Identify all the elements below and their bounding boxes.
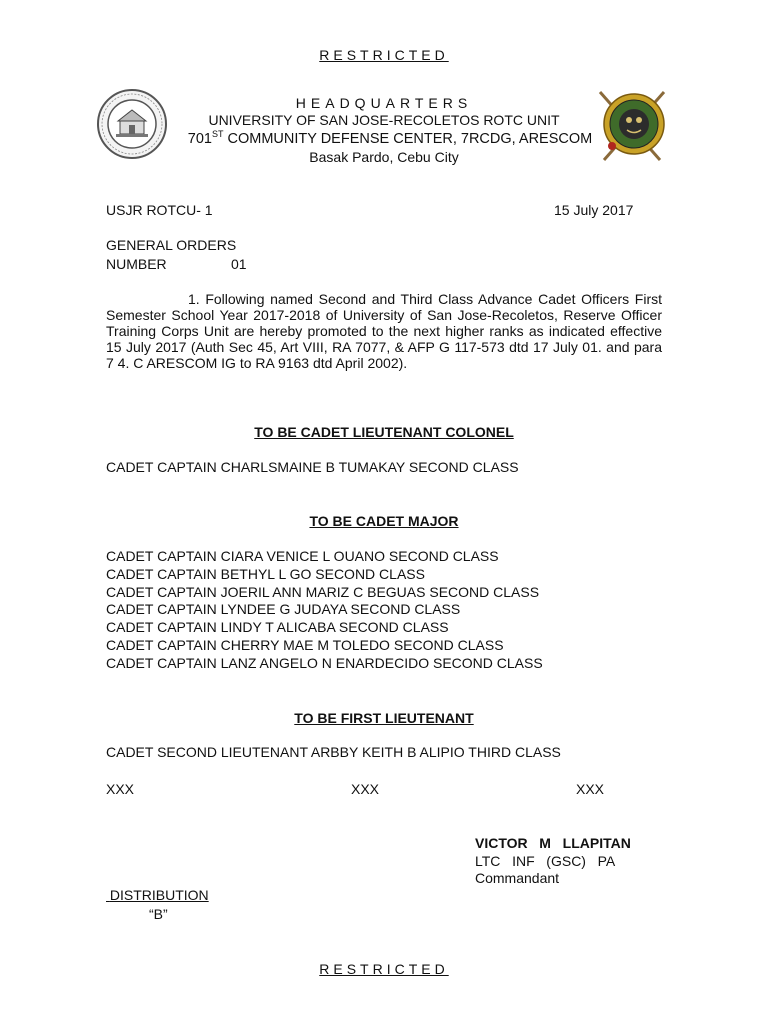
distribution-value: “B”	[149, 906, 168, 922]
headquarters-title: HEADQUARTERS	[295, 95, 473, 111]
list-item: CADET CAPTAIN CHERRY MAE M TOLEDO SECOND CLASS	[106, 637, 504, 653]
list-item: CADET CAPTAIN BETHYL L GO SECOND CLASS	[106, 566, 425, 582]
list-item: CADET CAPTAIN CHARLSMAINE B TUMAKAY SECOND CLASS	[106, 459, 519, 475]
signatory-rank: LTC INF (GSC) PA	[475, 853, 616, 869]
separator-mark: XXX	[351, 781, 380, 797]
unit-name: UNIVERSITY OF SAN JOSE-RECOLETOS ROTC UNIT	[208, 112, 560, 128]
reference-date: 15 July 2017	[554, 202, 634, 218]
signatory-title: Commandant	[475, 870, 560, 886]
defense-center-line: 701ST COMMUNITY DEFENSE CENTER, 7RCDG, ARESCOM	[187, 129, 593, 147]
heading-first-lieutenant: TO BE FIRST LIEUTENANT	[294, 710, 474, 726]
reference-code: USJR ROTCU- 1	[106, 202, 213, 218]
order-paragraph: 1. Following named Second and Third Class Advance Cadet Officers First Semester School Year 2017-2018 of University of San Jose-Recoletos, Reserve Officer Training Corps Unit are hereby promoted to the next higher ranks as indicated effective 15 July 2017 (Auth Sec 45, Art VIII, RA 7077, & AFP G 117-573 dtd 17 July 01. and para 7 4. C ARESCOM IG to RA 9163 dtd April 2002).	[106, 291, 662, 371]
number-value: 01	[231, 256, 247, 272]
separator-mark: XXX	[576, 781, 605, 797]
list-item: CADET SECOND LIEUTENANT ARBBY KEITH B ALIPIO THIRD CLASS	[106, 744, 561, 760]
restricted-header: RESTRICTED	[319, 47, 449, 63]
separator-mark: XXX	[106, 781, 135, 797]
heading-major: TO BE CADET MAJOR	[309, 513, 459, 529]
signatory-name: VICTOR M LLAPITAN	[475, 835, 631, 851]
list-item: CADET CAPTAIN JOERIL ANN MARIZ C BEGUAS SECOND CLASS	[106, 584, 540, 600]
list-item: CADET CAPTAIN LINDY T ALICABA SECOND CLASS	[106, 619, 449, 635]
list-item: CADET CAPTAIN CIARA VENICE L OUANO SECOND CLASS	[106, 548, 499, 564]
number-label: NUMBER	[106, 256, 167, 272]
list-item: CADET CAPTAIN LYNDEE G JUDAYA SECOND CLASS	[106, 601, 461, 617]
distribution-label: DISTRIBUTION	[109, 887, 209, 903]
restricted-footer: RESTRICTED	[319, 961, 449, 977]
heading-lieutenant-colonel: TO BE CADET LIEUTENANT COLONEL	[254, 424, 514, 440]
general-orders-label: GENERAL ORDERS	[106, 237, 237, 253]
address-line: Basak Pardo, Cebu City	[309, 149, 459, 165]
list-item: CADET CAPTAIN LANZ ANGELO N ENARDECIDO SECOND CLASS	[106, 655, 543, 671]
